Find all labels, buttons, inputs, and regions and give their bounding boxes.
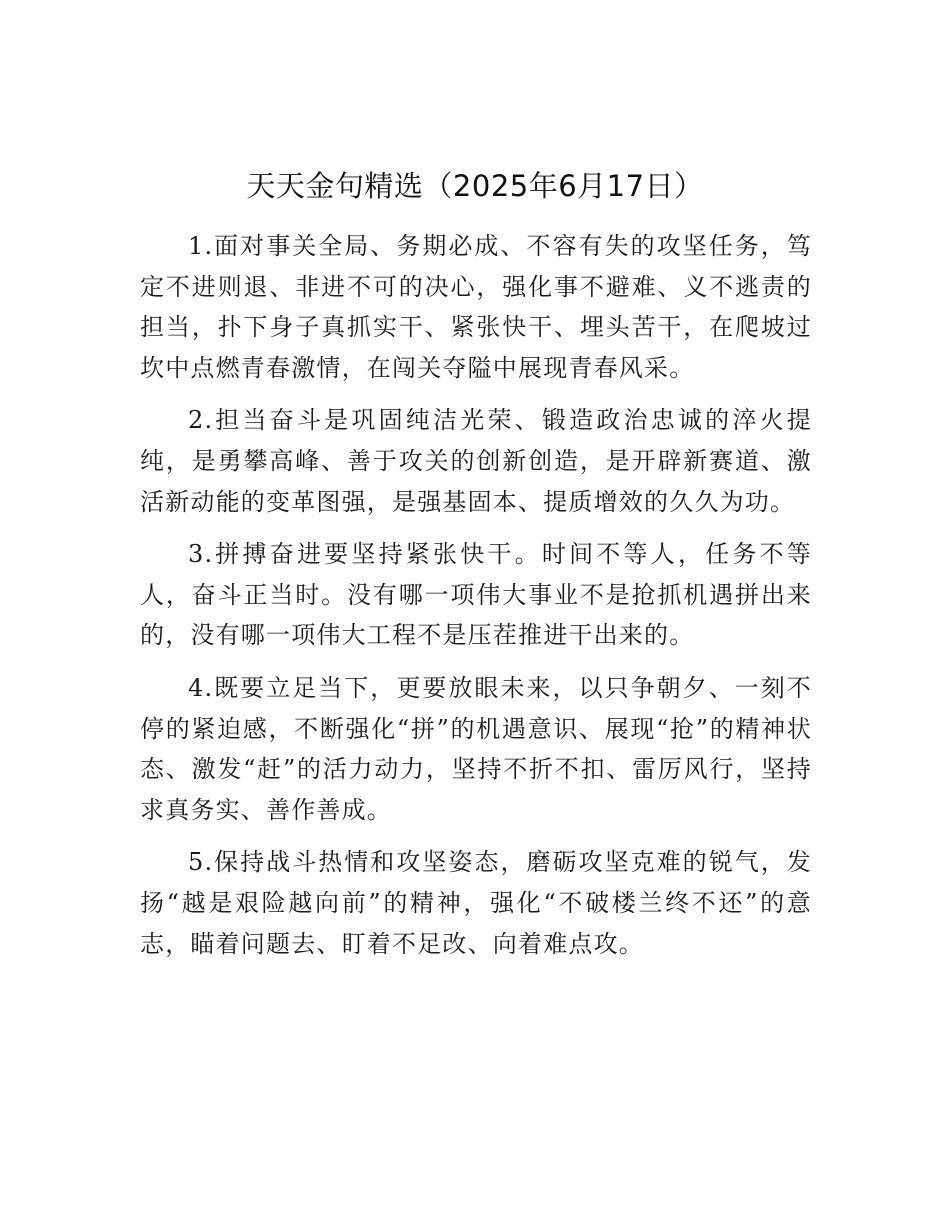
page-title: 天天金句精选（2025年6月17日）	[246, 169, 704, 203]
document-body	[140, 226, 812, 976]
paragraph-3: 3.拼搏奋进要坚持紧张快干。时间不等人，任务不等人，奋斗正当时。没有哪一项伟大事业不是抢抓机遇拼出来的，没有哪一项伟大工程不是压茬推进干出来的。	[140, 540, 812, 650]
paragraph-1: 1.面对事关全局、务期必成、不容有失的攻坚任务，笃定不进则退、非进不可的决心，强化事不避难、义不逃责的担当，扑下身子真抓实干、紧张快干、埋头苦干，在爬坡过坎中点燃青春激情，在闯关夺隘中展现青春风采。	[140, 232, 812, 382]
paragraph-5: 5.保持战斗热情和攻坚姿态，磨砺攻坚克难的锐气，发扬“越是艰险越向前”的精神，强化“不破楼兰终不还”的意志，瞄着问题去、盯着不足改、向着难点攻。	[140, 848, 812, 958]
paragraph-4: 4.既要立足当下，更要放眼未来，以只争朝夕、一刻不停的紧迫感，不断强化“拼”的机遇意识、展现“抢”的精神状态、激发“赶”的活力动力，坚持不折不扣、雷厉风行，坚持求真务实、善作善成。	[140, 673, 812, 824]
paragraph-2: 2.担当奋斗是巩固纯洁光荣、锻造政治忠诚的淬火提纯，是勇攀高峰、善于攻关的创新创造，是开辟新赛道、激活新动能的变革图强，是强基固本、提质增效的久久为功。	[140, 406, 812, 516]
